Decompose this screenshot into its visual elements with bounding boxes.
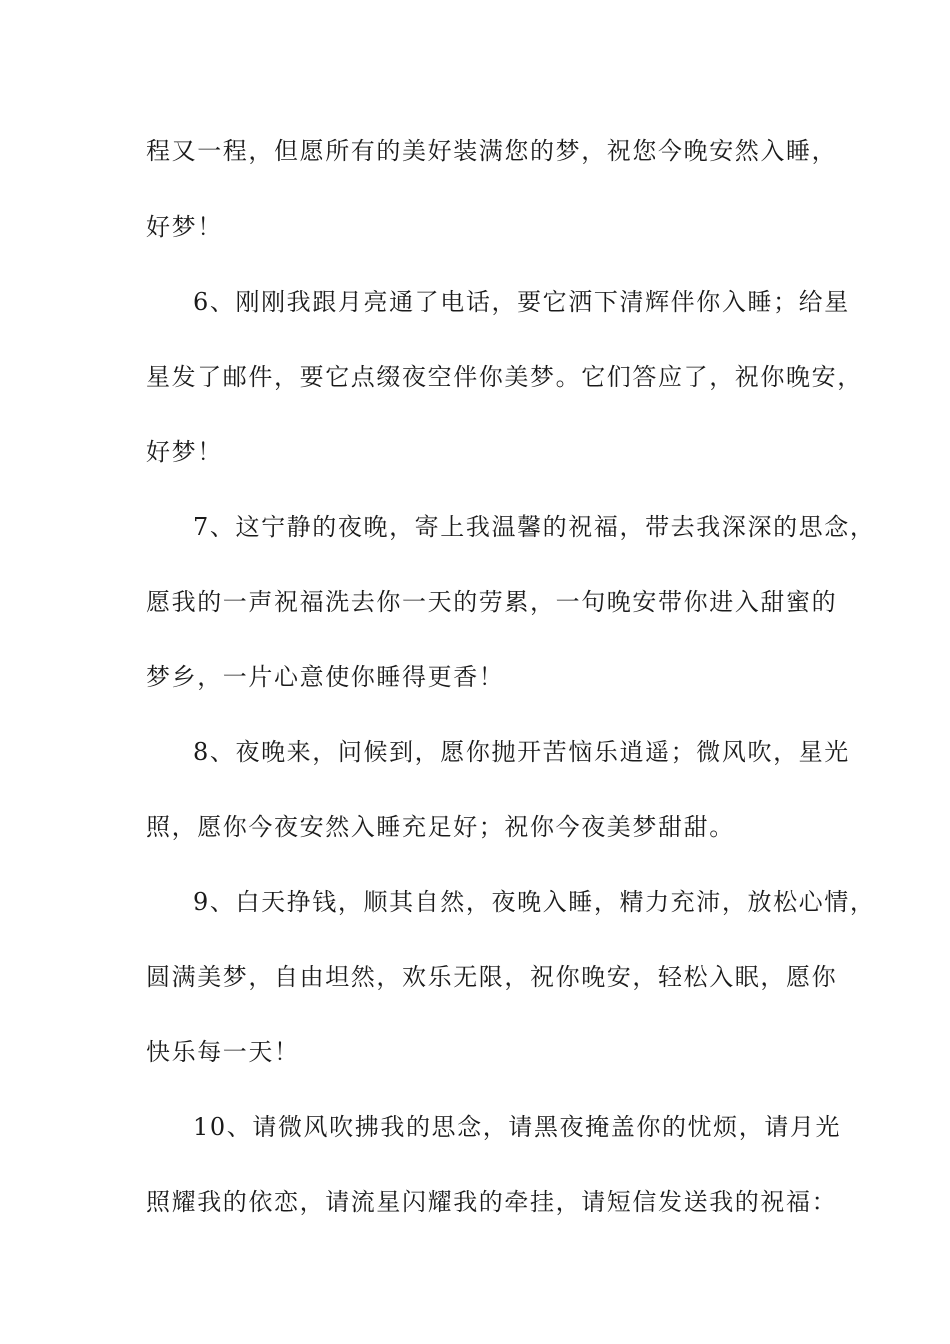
text-line: 星发了邮件，要它点缀夜空伴你美梦。它们答应了，祝你晚安， xyxy=(146,363,863,391)
text-line: 愿我的一声祝福洗去你一天的劳累，一句晚安带你进入甜蜜的 xyxy=(146,588,838,616)
text-line: 好梦！ xyxy=(146,213,223,241)
paragraph-10-start: 10、请微风吹拂我的思念，请黑夜掩盖你的忧烦，请月光 xyxy=(193,1113,842,1141)
text-line: 照，愿你今夜安然入睡充足好；祝你今夜美梦甜甜。 xyxy=(146,813,735,841)
paragraph-7-start: 7、这宁静的夜晚，寄上我温馨的祝福，带去我深深的思念， xyxy=(193,513,876,541)
paragraph-6-start: 6、刚刚我跟月亮通了电话，要它洒下清辉伴你入睡；给星 xyxy=(193,288,850,316)
text-line: 照耀我的依恋，请流星闪耀我的牵挂，请短信发送我的祝福： xyxy=(146,1188,838,1216)
text-line: 程又一程，但愿所有的美好装满您的梦，祝您今晚安然入睡， xyxy=(146,137,838,165)
text-line: 快乐每一天！ xyxy=(146,1038,300,1066)
paragraph-8-start: 8、夜晚来，问候到，愿你抛开苦恼乐逍遥；微风吹，星光 xyxy=(193,738,850,766)
text-line: 圆满美梦，自由坦然，欢乐无限，祝你晚安，轻松入眠，愿你 xyxy=(146,963,838,991)
paragraph-9-start: 9、白天挣钱，顺其自然，夜晚入睡，精力充沛，放松心情， xyxy=(193,888,876,916)
text-line: 梦乡，一片心意使你睡得更香！ xyxy=(146,663,505,691)
text-line: 好梦！ xyxy=(146,438,223,466)
